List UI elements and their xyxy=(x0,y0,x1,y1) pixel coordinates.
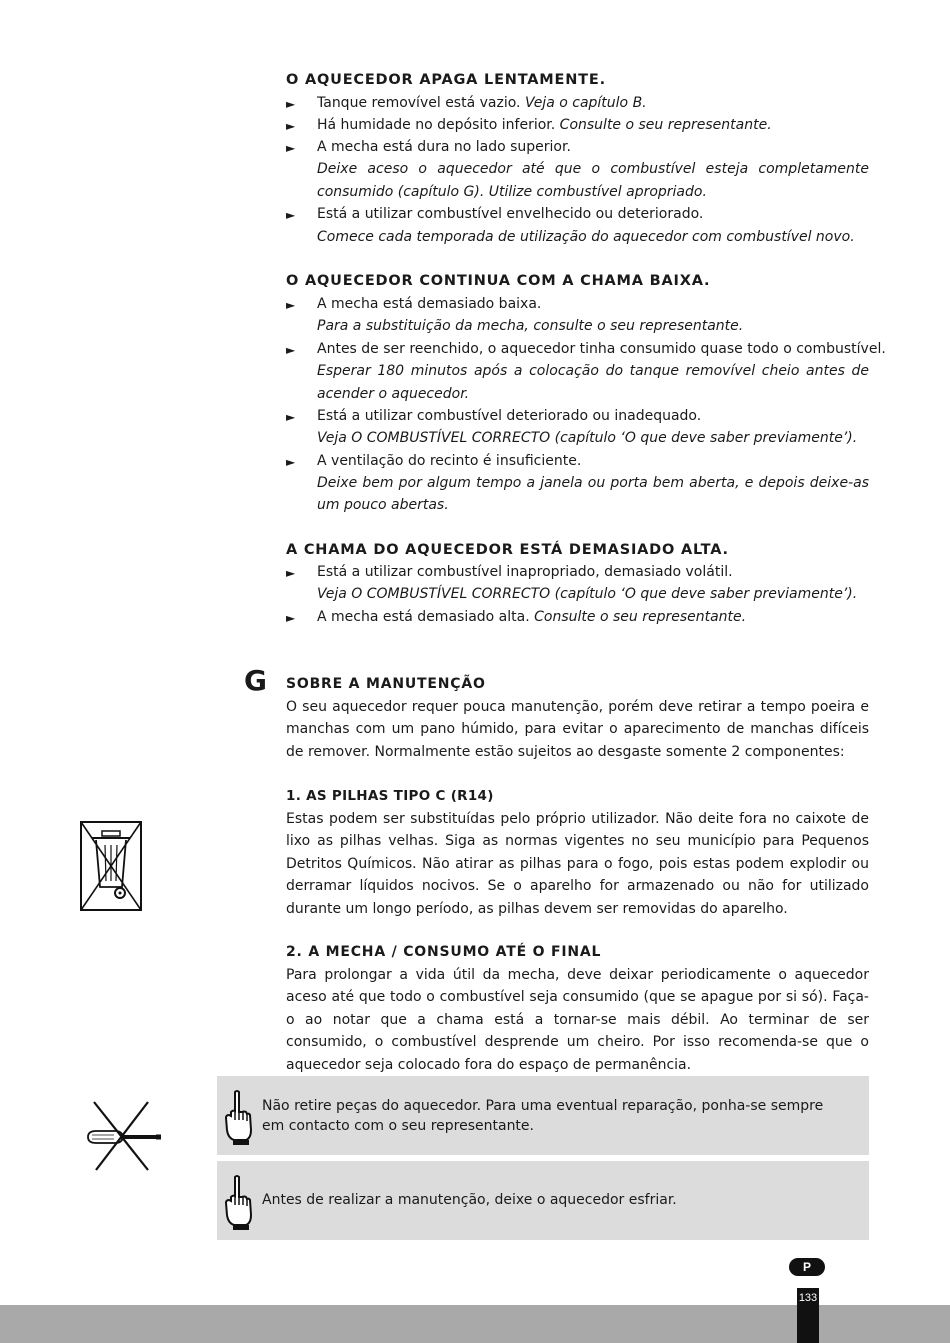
bullet-icon: ► xyxy=(286,119,296,133)
list-item: Antes de ser reenchido, o aquecedor tinha consumido quase todo o combustível. xyxy=(317,341,886,357)
batteries-text: Estas podem ser substituídas pelo próprio utilizador. Não deite fora no caixote de lixo as pilhas velhas. Siga as normas vigentes no seu município para Pequenos Detritos Químicos. Não atirar as pilhas para o fogo, pois estas podem explodir ou derramar líquidos nocivos. Se o aparelho for armazenado ou não for utilizado durante um longo período, as pilhas devem ser removidas do aparelho. xyxy=(286,811,869,917)
bullet-icon: ► xyxy=(286,298,296,312)
warning-text: Antes de realizar a manutenção, deixe o aquecedor esfriar. xyxy=(262,1192,677,1208)
list-item: A ventilação do recinto é insuficiente. xyxy=(317,453,582,469)
list-item: A mecha está demasiado baixa. xyxy=(317,296,542,312)
section-title-low-flame: O AQUECEDOR CONTINUA COM A CHAMA BAIXA. xyxy=(286,273,711,289)
list-item-hint: um pouco abertas. xyxy=(317,497,449,513)
list-item-hint: Veja O COMBUSTÍVEL CORRECTO (capítulo ‘O que deve saber previamente’). xyxy=(317,586,858,602)
subsection-title-wick: 2. A MECHA / CONSUMO ATÉ O FINAL xyxy=(286,944,602,960)
section-title-maintenance: SOBRE A MANUTENÇÃO xyxy=(286,676,486,692)
list-item-hint: Deixe bem por algum tempo a janela ou porta bem aberta, e depois deixe-as xyxy=(317,475,869,491)
bullet-icon: ► xyxy=(286,455,296,469)
list-item-hint: Para a substituição da mecha, consulte o seu representante. xyxy=(317,318,744,334)
bullet-icon: ► xyxy=(286,410,296,424)
list-item-hint: Esperar 180 minutos após a colocação do tanque removível cheio antes de xyxy=(317,363,869,379)
language-badge: P xyxy=(789,1258,825,1276)
bullet-icon: ► xyxy=(286,343,296,357)
subsection-title-batteries: 1. AS PILHAS TIPO C (R14) xyxy=(286,788,494,804)
list-item: Há humidade no depósito inferior. Consulte o seu representante. xyxy=(317,117,772,133)
list-item: Está a utilizar combustível inapropriado, demasiado volátil. xyxy=(317,564,733,580)
list-item-hint: Veja O COMBUSTÍVEL CORRECTO (capítulo ‘O que deve saber previamente’). xyxy=(317,430,858,446)
chapter-letter: G xyxy=(244,664,267,697)
list-item: A mecha está demasiado alta. Consulte o seu representante. xyxy=(317,609,747,625)
bullet-icon: ► xyxy=(286,611,296,625)
list-item-hint: acender o aquecedor. xyxy=(317,386,470,402)
section-title-heater-goes-out: O AQUECEDOR APAGA LENTAMENTE. xyxy=(286,72,606,88)
bullet-icon: ► xyxy=(286,97,296,111)
section-title-high-flame: A CHAMA DO AQUECEDOR ESTÁ DEMASIADO ALTA. xyxy=(286,542,729,558)
list-item-hint: Comece cada temporada de utilização do aquecedor com combustível novo. xyxy=(317,229,855,245)
bullet-icon: ► xyxy=(286,208,296,222)
warning-text-line: Não retire peças do aquecedor. Para uma eventual reparação, ponha-se sempre xyxy=(262,1098,824,1114)
wick-text: Para prolongar a vida útil da mecha, deve deixar periodicamente o aquecedor aceso até que todo o combustível seja consumido (que se apague por si só). Faça-o ao notar que a chama está a tornar-se mais débil. Ao terminar de ser consumido, o combustível desprende um cheiro. Por isso recomenda-se que o aquecedor seja colocado fora do espaço de permanência. xyxy=(286,967,869,1073)
list-item-hint: Deixe aceso o aquecedor até que o combustível esteja completamente xyxy=(317,161,869,177)
pointing-hand-icon xyxy=(222,1090,254,1150)
page-number: 133 xyxy=(797,1288,819,1343)
crossed-bin-icon xyxy=(80,821,142,915)
bullet-icon: ► xyxy=(286,141,296,155)
list-item: A mecha está dura no lado superior. xyxy=(317,139,571,155)
list-item-hint: consumido (capítulo G). Utilize combustível apropriado. xyxy=(317,184,707,200)
warning-text-line: em contacto com o seu representante. xyxy=(262,1118,534,1134)
list-item: Está a utilizar combustível envelhecido ou deteriorado. xyxy=(317,206,704,222)
maintenance-intro: O seu aquecedor requer pouca manutenção, porém deve retirar a tempo poeira e manchas com um pano húmido, para evitar o aparecimento de manchas difíceis de remover. Normalmente estão sujeitos ao desgaste somente 2 componentes: xyxy=(286,699,869,760)
pointing-hand-icon xyxy=(222,1175,254,1235)
crossed-screwdriver-icon xyxy=(86,1100,164,1176)
list-item: Tanque removível está vazio. Veja o capítulo B. xyxy=(317,95,647,111)
list-item: Está a utilizar combustível deteriorado ou inadequado. xyxy=(317,408,702,424)
bullet-icon: ► xyxy=(286,566,296,580)
